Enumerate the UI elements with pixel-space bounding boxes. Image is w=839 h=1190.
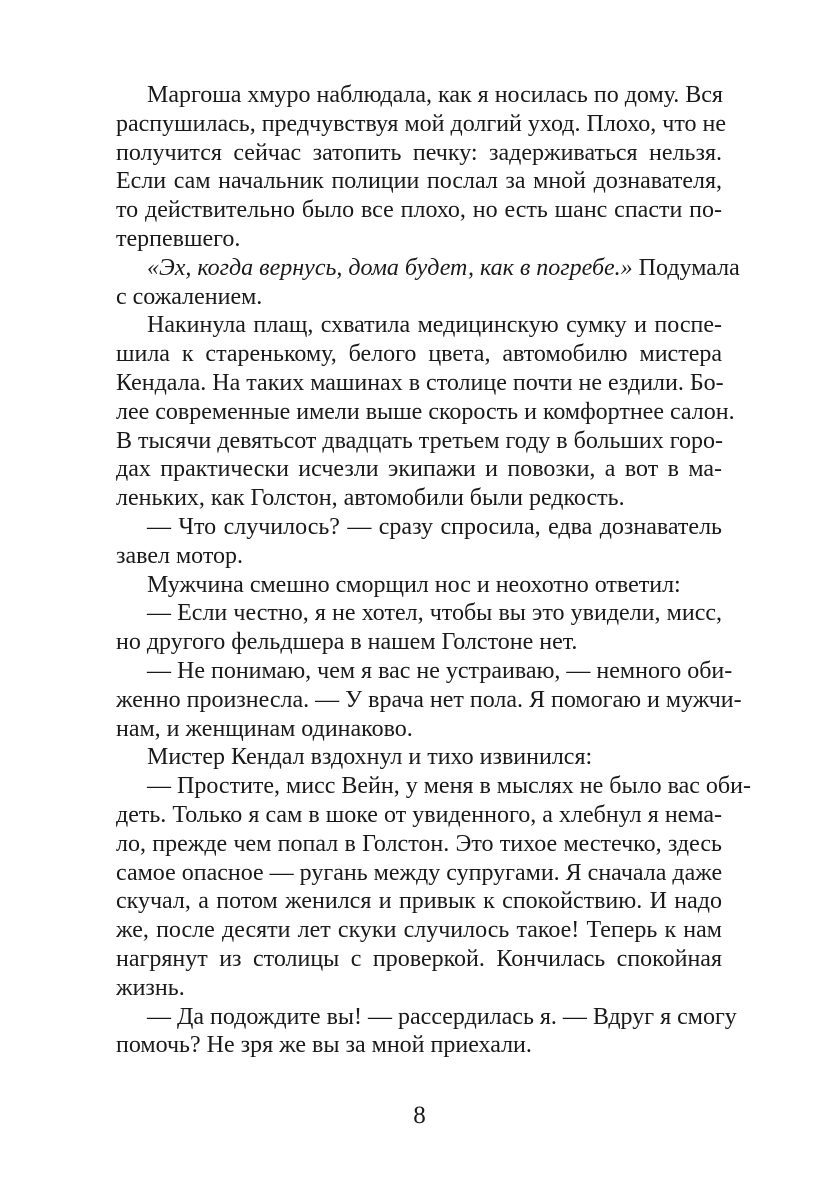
text-line: с сожалением. bbox=[116, 283, 263, 310]
body-text bbox=[116, 81, 751, 1060]
text-line: завел мотор. bbox=[116, 542, 243, 569]
text-line: то действительно было все плохо, но есть шанс спасти по- bbox=[116, 197, 722, 224]
text-line: нагрянут из столицы с проверкой. Кончилась спокойная bbox=[116, 945, 722, 972]
text-line: Мистер Кендал вздохнул и тихо извинился: bbox=[147, 744, 593, 771]
text-line: леньких, как Голстон, автомобили были редкость. bbox=[116, 485, 625, 512]
text-line: Маргоша хмуро наблюдала, как я носилась по дому. Вся bbox=[147, 82, 723, 108]
text-line: самое опасное — ругань между супругами. Я сначала даже bbox=[116, 859, 723, 886]
text-line: скучал, а потом женился и привык к спокойствию. И надо bbox=[116, 888, 722, 915]
text-line-italic-thought bbox=[116, 254, 740, 283]
text-line: Накинула плащ, схватила медицинскую сумку и поспе- bbox=[147, 312, 722, 339]
page-number: 8 bbox=[413, 1102, 426, 1129]
text-line: но другого фельдшера в нашем Голстоне нет. bbox=[116, 629, 578, 656]
text-line: терпевшего. bbox=[116, 225, 241, 252]
text-line: деть. Только я сам в шоке от увиденного, а хлебнул я нема- bbox=[116, 801, 722, 828]
text-line: — Что случилось? — сразу спросила, едва дознаватель bbox=[147, 513, 722, 540]
text-line: Мужчина смешно сморщил нос и неохотно ответил: bbox=[147, 571, 681, 598]
text-line: получится сейчас затопить печку: задерживаться нельзя. bbox=[116, 139, 722, 166]
text-line: В тысячи девятьсот двадцать третьем году в больших горо- bbox=[116, 427, 723, 454]
text-line: Кендала. На таких машинах в столице почти не ездили. Бо- bbox=[116, 369, 724, 396]
text-line: распушилась, предчувствуя мой долгий уход. Плохо, что не bbox=[116, 110, 727, 137]
text-line: же, после десяти лет скуки случилось такое! Теперь к нам bbox=[116, 917, 722, 944]
text-line: шила к старенькому, белого цвета, автомобилю мистера bbox=[116, 341, 722, 368]
text-line: помочь? Не зря же вы за мной приехали. bbox=[116, 1032, 532, 1059]
text-line: лее современные имели выше скорость и комфортнее салон. bbox=[116, 398, 735, 425]
italic-thought: «Эх, когда вернусь, дома будет, как в погребе.» bbox=[147, 254, 633, 281]
text-line: дах практически исчезли экипажи и повозки, а вот в ма- bbox=[116, 456, 722, 483]
text-line: Если сам начальник полиции послал за мной дознавателя, bbox=[116, 168, 722, 195]
text-line: — Простите, мисс Вейн, у меня в мыслях не было вас оби- bbox=[147, 773, 751, 800]
text-line: — Не понимаю, чем я вас не устраиваю, — немного оби- bbox=[147, 657, 733, 684]
text-line: — Да подождите вы! — рассердилась я. — Вдруг я смогу bbox=[147, 1003, 737, 1030]
text-line: женно произнесла. — У врача нет пола. Я помогаю и мужчи- bbox=[116, 686, 742, 713]
text-line: — Если честно, я не хотел, чтобы вы это увидели, мисс, bbox=[147, 600, 722, 627]
text-line: жизнь. bbox=[116, 974, 185, 1001]
text-line: нам, и женщинам одинаково. bbox=[116, 715, 413, 742]
text-line: ло, прежде чем попал в Голстон. Это тихое местечко, здесь bbox=[116, 830, 722, 857]
text-fragment: Подумала bbox=[632, 254, 740, 281]
